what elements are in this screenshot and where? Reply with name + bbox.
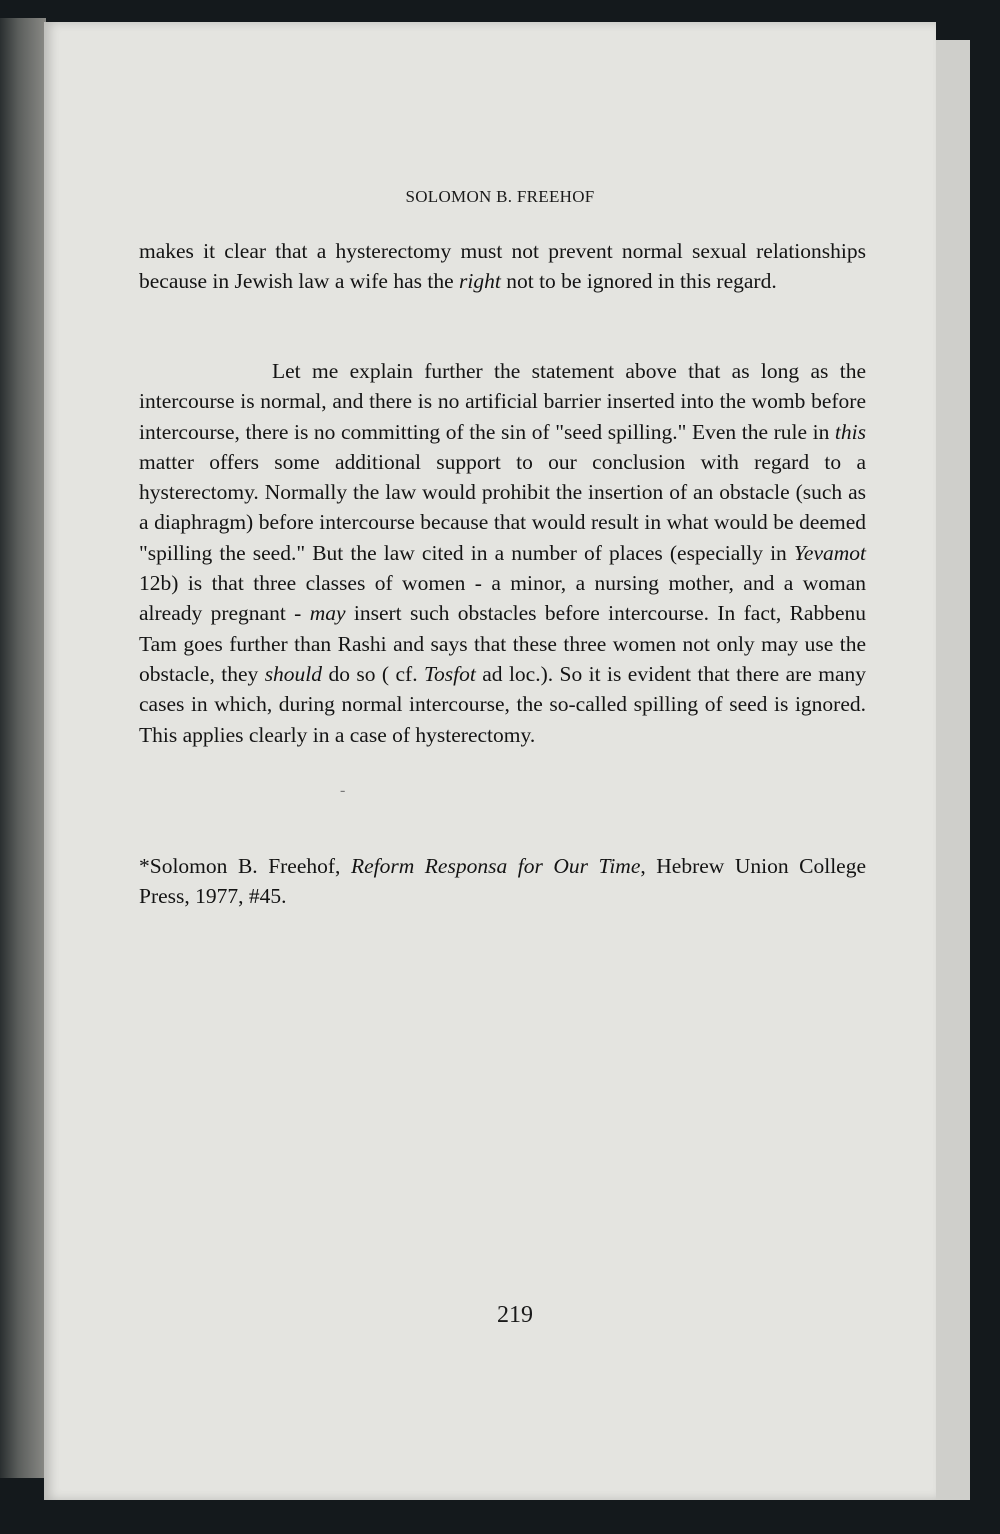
page-number: 219 (497, 1302, 533, 1328)
previous-page-edge (0, 18, 46, 1478)
paragraph-2-italic-yevamot: Yevamot (793, 540, 866, 565)
paragraph-2-italic-tosfot: Tosfot (424, 661, 476, 686)
stray-mark: - (340, 782, 346, 799)
paragraph-2-italic-this: this (834, 419, 866, 444)
paragraph-2-text-3: 12b) is that three classes of women - a minor, a nursing mother, and a woman already pregnant - (139, 571, 866, 626)
paragraph-2-text-6: ad loc.). So it is evident that there are many cases in which, during normal intercourse, the so-called spilling of seed is ignored. This applies clearly in a case of hysterectomy. (139, 661, 866, 747)
paragraph-2-text-1: Let me explain further the statement above that as long as the intercourse is normal, and there is no artificial barrier inserted into the womb before intercourse, there is no committing of the sin of "seed spilling." Even the rule in (139, 359, 866, 444)
footnote-italic-title: Reform Responsa for Our Time (350, 854, 641, 878)
running-head: SOLOMON B. FREEHOF (405, 187, 595, 206)
paragraph-2-italic-may: may (309, 601, 346, 626)
paragraph-1-text-2: not to be ignored in this regard. (500, 269, 777, 294)
footnote-text-1: *Solomon B. Freehof, (139, 854, 351, 878)
paragraph-2-text-5: do so ( cf. (322, 661, 424, 686)
paragraph-2-italic-should: should (264, 661, 323, 686)
footnote-text-2: , Hebrew Union College Press, 1977, #45. (139, 854, 867, 909)
paragraph-2 (139, 356, 866, 750)
paragraph-1-text-1: makes it clear that a hysterectomy must not prevent normal sexual relationships because in Jewish law a wife has the (139, 239, 866, 294)
paragraph-2-text-2: matter offers some additional support to our conclusion with regard to a hysterectomy. Normally the law would prohibit the insertion of an obstacle (such as a diaphragm) before intercourse because that would result in what would be deemed "spilling the seed." But the law cited in a number of places (especially in (139, 449, 866, 565)
page-stack-edge (930, 40, 970, 1500)
paragraph-1-italic-right: right (459, 269, 501, 294)
footnote (139, 851, 866, 912)
paragraph-2-text-4: insert such obstacles before intercourse. In fact, Rabbenu Tam goes further than Rashi and says that these three women not only may use the obstacle, they (139, 601, 866, 686)
paragraph-1 (139, 236, 866, 297)
